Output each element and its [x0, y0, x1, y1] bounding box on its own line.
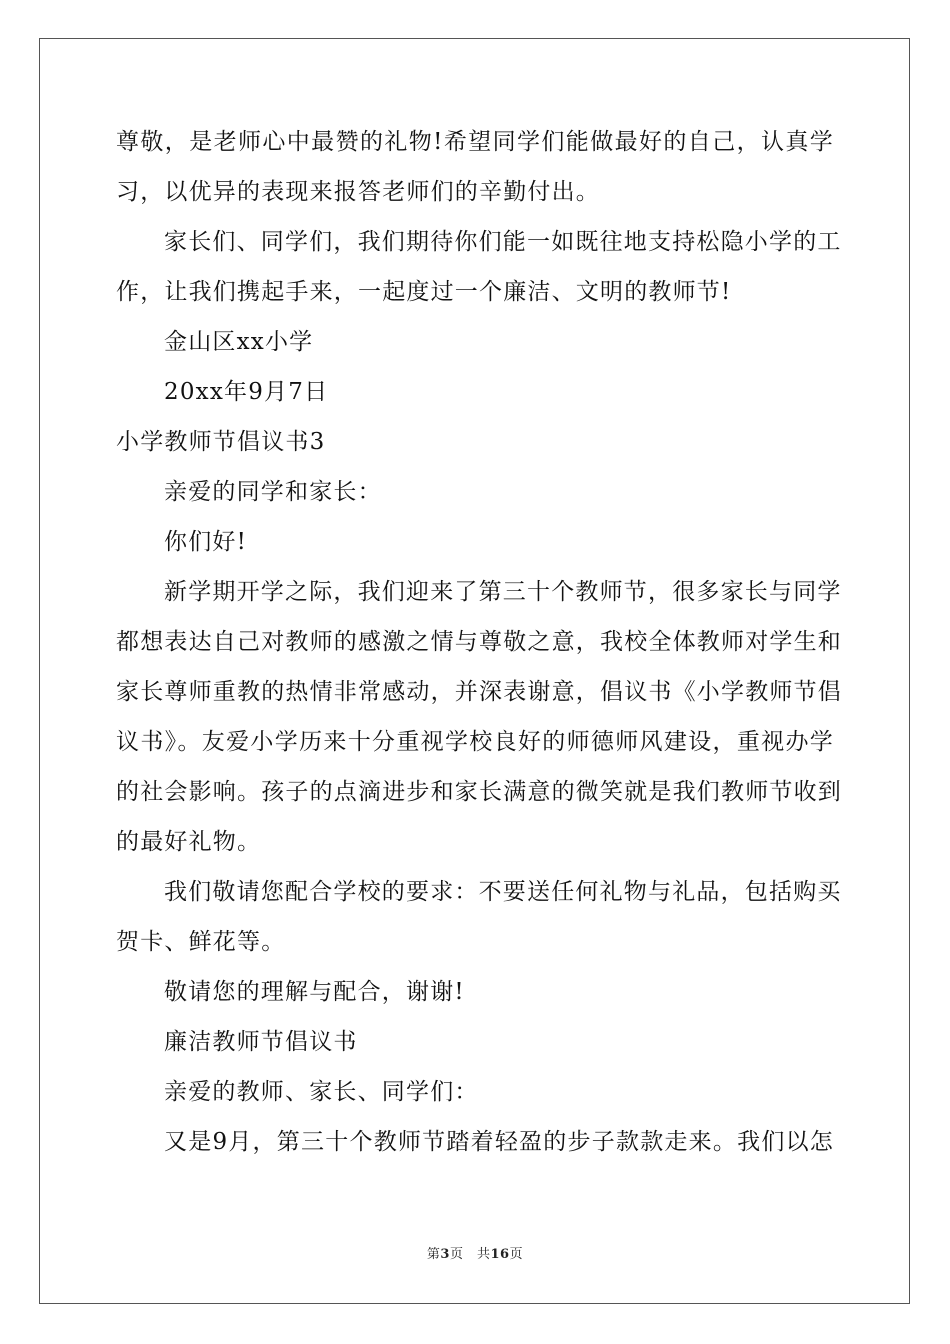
page-number-total: 16 [490, 1247, 510, 1262]
paragraph-line: 尊敬，是老师心中最赞的礼物!希望同学们能做最好的自己，认真学 [116, 129, 834, 155]
section-title: 廉洁教师节倡议书 [164, 1029, 358, 1055]
paragraph-line: 都想表达自己对教师的感激之情与尊敬之意，我校全体教师对学生和 [116, 629, 842, 655]
section-title: 小学教师节倡议书3 [116, 429, 326, 455]
paragraph-line: 家长们、同学们，我们期待你们能一如既往地支持松隐小学的工 [164, 229, 842, 255]
page-number-current: 3 [440, 1247, 450, 1262]
paragraph-line: 又是9月，第三十个教师节踏着轻盈的步子款款走来。我们以怎 [164, 1129, 834, 1155]
paragraph-line: 的最好礼物。 [116, 829, 262, 855]
paragraph-line: 的社会影响。孩子的点滴进步和家长满意的微笑就是我们教师节收到 [116, 779, 842, 805]
paragraph-line: 作，让我们携起手来，一起度过一个廉洁、文明的教师节! [116, 279, 732, 305]
footer-suffix: 页 [509, 1247, 524, 1262]
paragraph-line: 新学期开学之际，我们迎来了第三十个教师节，很多家长与同学 [164, 579, 842, 605]
signature-date: 20xx年9月7日 [164, 379, 329, 405]
paragraph-line: 我们敬请您配合学校的要求：不要送任何礼物与礼品，包括购买 [164, 879, 842, 905]
paragraph-line: 贺卡、鲜花等。 [116, 929, 286, 955]
page-footer [0, 1243, 950, 1262]
paragraph-line: 议书》。友爱小学历来十分重视学校良好的师德师风建设，重视办学 [116, 729, 834, 755]
salutation: 亲爱的教师、家长、同学们： [164, 1079, 479, 1105]
paragraph-line: 敬请您的理解与配合，谢谢! [164, 979, 465, 1005]
greeting: 你们好! [164, 529, 248, 555]
signature-school: 金山区xx小学 [164, 329, 314, 355]
footer-mid: 页 共 [449, 1247, 491, 1262]
paragraph-line: 家长尊师重教的热情非常感动，并深表谢意，倡议书《小学教师节倡 [116, 679, 842, 705]
footer-prefix: 第 [426, 1247, 441, 1262]
paragraph-line: 习，以优异的表现来报答老师们的辛勤付出。 [116, 179, 600, 205]
salutation: 亲爱的同学和家长： [164, 479, 382, 505]
